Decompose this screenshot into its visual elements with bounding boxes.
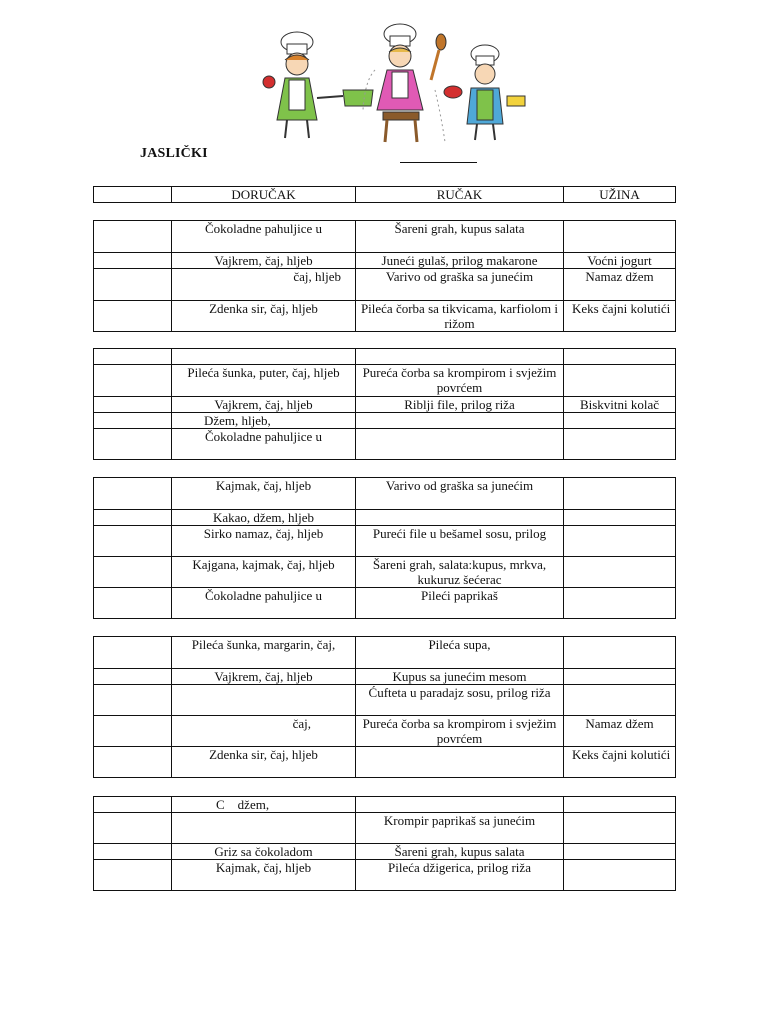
week-table-4 bbox=[93, 636, 676, 778]
day-cell bbox=[94, 301, 172, 332]
breakfast-cell: Sirko namaz, čaj, hljeb bbox=[172, 526, 356, 557]
table-row bbox=[94, 685, 676, 716]
snack-cell bbox=[564, 669, 676, 685]
day-cell bbox=[94, 221, 172, 253]
table-row bbox=[94, 253, 676, 269]
breakfast-cell: Pileća šunka, puter, čaj, hljeb bbox=[172, 365, 356, 397]
snack-cell bbox=[564, 478, 676, 510]
breakfast-cell: Džem, hljeb, bbox=[172, 413, 356, 429]
week-table-1 bbox=[93, 220, 676, 332]
table-row bbox=[94, 429, 676, 460]
table-row bbox=[94, 747, 676, 778]
lunch-cell bbox=[356, 747, 564, 778]
lunch-cell: Kupus sa junećim mesom bbox=[356, 669, 564, 685]
snack-cell bbox=[564, 349, 676, 365]
snack-cell: Keks čajni kolutići bbox=[564, 747, 676, 778]
breakfast-cell: Čokoladne pahuljice u bbox=[172, 429, 356, 460]
breakfast-cell: Pileća šunka, margarin, čaj, bbox=[172, 637, 356, 669]
snack-cell: Namaz džem bbox=[564, 716, 676, 747]
lunch-cell bbox=[356, 429, 564, 460]
table-row bbox=[94, 301, 676, 332]
week-table-3 bbox=[93, 477, 676, 619]
breakfast-cell: Vajkrem, čaj, hljeb bbox=[172, 397, 356, 413]
day-cell bbox=[94, 557, 172, 588]
table-row bbox=[94, 860, 676, 891]
breakfast-cell: Čokoladne pahuljice u bbox=[172, 221, 356, 253]
breakfast-cell: čaj, bbox=[172, 716, 356, 747]
day-cell bbox=[94, 478, 172, 510]
table-row bbox=[94, 478, 676, 510]
snack-cell bbox=[564, 526, 676, 557]
day-cell bbox=[94, 510, 172, 526]
header-cell-lunch: RUČAK bbox=[356, 187, 564, 203]
table-row bbox=[94, 269, 676, 301]
week-table-2 bbox=[93, 348, 676, 460]
table-row bbox=[94, 365, 676, 397]
snack-cell bbox=[564, 844, 676, 860]
lunch-cell: Šareni grah, salata:kupus, mrkva, kukuruz šećerac bbox=[356, 557, 564, 588]
breakfast-cell: Kajmak, čaj, hljeb bbox=[172, 478, 356, 510]
breakfast-cell: Vajkrem, čaj, hljeb bbox=[172, 669, 356, 685]
day-cell bbox=[94, 716, 172, 747]
chef-boy-right-icon bbox=[444, 45, 525, 140]
breakfast-cell: Zdenka sir, čaj, hljeb bbox=[172, 747, 356, 778]
table-row bbox=[94, 797, 676, 813]
lunch-cell: Pureća čorba sa krompirom i svježim povrćem bbox=[356, 716, 564, 747]
breakfast-cell: Kajmak, čaj, hljeb bbox=[172, 860, 356, 891]
header-cell-day bbox=[94, 187, 172, 203]
breakfast-cell: Griz sa čokoladom bbox=[172, 844, 356, 860]
day-cell bbox=[94, 669, 172, 685]
table-row bbox=[94, 221, 676, 253]
breakfast-cell: Čokoladne pahuljice u bbox=[172, 588, 356, 619]
table-row bbox=[94, 397, 676, 413]
lunch-cell bbox=[356, 797, 564, 813]
snack-cell bbox=[564, 860, 676, 891]
lunch-cell: Pileća džigerica, prilog riža bbox=[356, 860, 564, 891]
snack-cell bbox=[564, 588, 676, 619]
table-row bbox=[94, 413, 676, 429]
header-row bbox=[94, 187, 676, 203]
breakfast-cell bbox=[172, 813, 356, 844]
title-underline bbox=[400, 162, 477, 163]
lunch-cell: Šareni grah, kupus salata bbox=[356, 221, 564, 253]
breakfast-cell: Kakao, džem, hljeb bbox=[172, 510, 356, 526]
table-row bbox=[94, 526, 676, 557]
lunch-cell: Pureća čorba sa krompirom i svježim povrćem bbox=[356, 365, 564, 397]
table-row bbox=[94, 557, 676, 588]
snack-cell: Keks čajni kolutići bbox=[564, 301, 676, 332]
day-cell bbox=[94, 797, 172, 813]
table-row bbox=[94, 716, 676, 747]
day-cell bbox=[94, 253, 172, 269]
day-cell bbox=[94, 365, 172, 397]
lunch-cell: Pileća supa, bbox=[356, 637, 564, 669]
snack-cell bbox=[564, 637, 676, 669]
breakfast-cell: C džem, bbox=[172, 797, 356, 813]
chefs-illustration bbox=[255, 20, 535, 149]
snack-cell bbox=[564, 813, 676, 844]
table-row bbox=[94, 844, 676, 860]
snack-cell bbox=[564, 557, 676, 588]
snack-cell: Namaz džem bbox=[564, 269, 676, 301]
day-cell bbox=[94, 844, 172, 860]
week-table-5 bbox=[93, 796, 676, 891]
breakfast-cell bbox=[172, 349, 356, 365]
day-cell bbox=[94, 349, 172, 365]
table-row bbox=[94, 637, 676, 669]
table-row bbox=[94, 588, 676, 619]
day-cell bbox=[94, 747, 172, 778]
day-cell bbox=[94, 413, 172, 429]
chef-girl-left-icon bbox=[263, 32, 373, 138]
header-table bbox=[93, 186, 676, 203]
lunch-cell bbox=[356, 349, 564, 365]
day-cell bbox=[94, 685, 172, 716]
snack-cell: Voćni jogurt bbox=[564, 253, 676, 269]
day-cell bbox=[94, 860, 172, 891]
breakfast-cell: Vajkrem, čaj, hljeb bbox=[172, 253, 356, 269]
snack-cell bbox=[564, 685, 676, 716]
lunch-cell: Pureći file u bešamel sosu, prilog bbox=[356, 526, 564, 557]
lunch-cell: Juneći gulaš, prilog makarone bbox=[356, 253, 564, 269]
lunch-cell: Šareni grah, kupus salata bbox=[356, 844, 564, 860]
snack-cell bbox=[564, 365, 676, 397]
document-title: JASLIČKI bbox=[140, 146, 208, 161]
day-cell bbox=[94, 637, 172, 669]
chef-girl-middle-icon bbox=[363, 24, 446, 142]
breakfast-cell: Zdenka sir, čaj, hljeb bbox=[172, 301, 356, 332]
lunch-cell: Ćufteta u paradajz sosu, prilog riža bbox=[356, 685, 564, 716]
header-cell-breakfast: DORUČAK bbox=[172, 187, 356, 203]
lunch-cell: Pileći paprikaš bbox=[356, 588, 564, 619]
table-row bbox=[94, 510, 676, 526]
day-cell bbox=[94, 429, 172, 460]
lunch-cell: Varivo od graška sa junećim bbox=[356, 478, 564, 510]
table-row bbox=[94, 349, 676, 365]
snack-cell bbox=[564, 413, 676, 429]
snack-cell: Biskvitni kolač bbox=[564, 397, 676, 413]
breakfast-cell: Kajgana, kajmak, čaj, hljeb bbox=[172, 557, 356, 588]
snack-cell bbox=[564, 221, 676, 253]
day-cell bbox=[94, 588, 172, 619]
header-cell-snack: UŽINA bbox=[564, 187, 676, 203]
snack-cell bbox=[564, 510, 676, 526]
lunch-cell: Varivo od graška sa junećim bbox=[356, 269, 564, 301]
day-cell bbox=[94, 397, 172, 413]
snack-cell bbox=[564, 797, 676, 813]
lunch-cell: Krompir paprikaš sa junećim bbox=[356, 813, 564, 844]
day-cell bbox=[94, 813, 172, 844]
breakfast-cell bbox=[172, 685, 356, 716]
lunch-cell bbox=[356, 510, 564, 526]
breakfast-cell: čaj, hljeb bbox=[172, 269, 356, 301]
table-row bbox=[94, 669, 676, 685]
day-cell bbox=[94, 526, 172, 557]
day-cell bbox=[94, 269, 172, 301]
table-row bbox=[94, 813, 676, 844]
snack-cell bbox=[564, 429, 676, 460]
lunch-cell bbox=[356, 413, 564, 429]
lunch-cell: Pileća čorba sa tikvicama, karfiolom i rižom bbox=[356, 301, 564, 332]
lunch-cell: Riblji file, prilog riža bbox=[356, 397, 564, 413]
